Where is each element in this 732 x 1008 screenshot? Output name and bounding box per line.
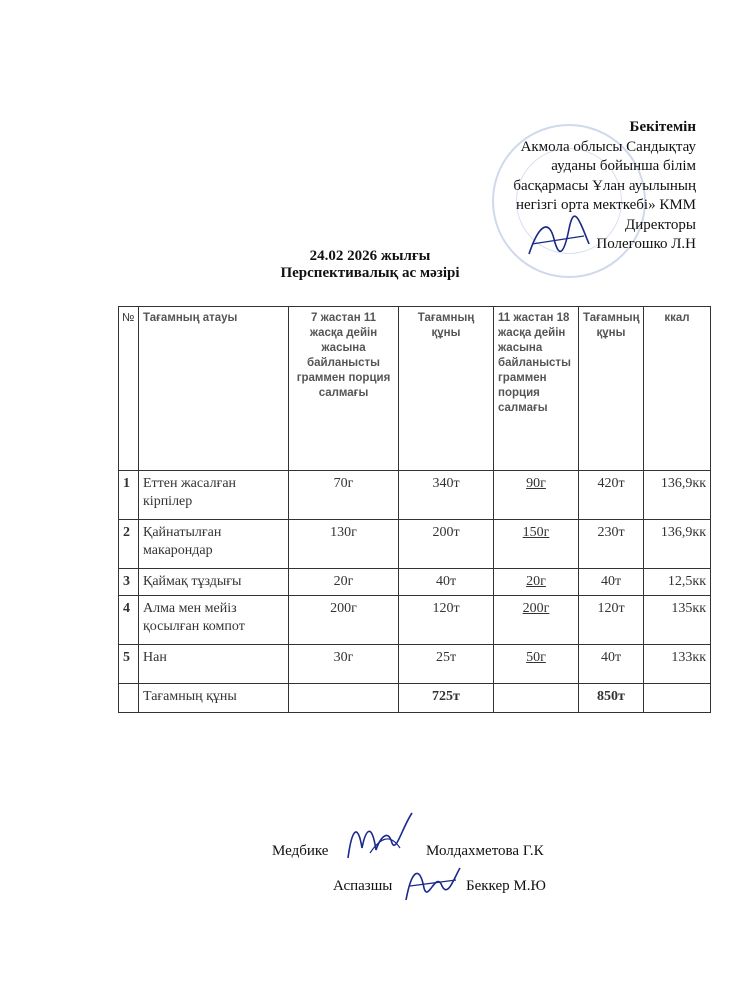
table-total-row (119, 684, 711, 713)
approval-line: басқармасы Ұлан ауылының (513, 177, 696, 194)
cook-name: Беккер М.Ю (466, 878, 546, 894)
row-name: Еттен жасалған кірпілер (139, 471, 289, 520)
approval-line: Акмола облысы Сандықтау (520, 138, 696, 155)
total-price-7-11: 725т (399, 684, 494, 713)
row-price-7-11: 200т (399, 520, 494, 569)
table-row (119, 520, 711, 569)
header-price-7-11: Тағамның құны (399, 307, 494, 471)
row-num: 3 (119, 569, 139, 596)
total-empty (494, 684, 579, 713)
header-kcal: ккал (644, 307, 711, 471)
row-price-11-18: 420т (579, 471, 644, 520)
header-portion-11-18: 11 жастан 18 жасқа дейін жасына байланысты граммен порция салмағы (494, 307, 579, 471)
row-num: 4 (119, 596, 139, 645)
row-portion-11-18: 150г (494, 520, 579, 569)
row-price-11-18: 40т (579, 645, 644, 684)
row-price-7-11: 25т (399, 645, 494, 684)
row-name: Қаймақ тұздығы (139, 569, 289, 596)
row-kcal: 12,5кк (644, 569, 711, 596)
row-kcal: 136,9кк (644, 520, 711, 569)
menu-title-block (220, 248, 520, 282)
director-signature (524, 214, 594, 264)
row-portion-7-11: 70г (289, 471, 399, 520)
table-row (119, 645, 711, 684)
row-portion-11-18: 200г (494, 596, 579, 645)
row-kcal: 135кк (644, 596, 711, 645)
header-name: Тағамның атауы (139, 307, 289, 471)
approval-line: Директоры (625, 216, 696, 233)
menu-title: Перспективалық ас мәзірі (280, 265, 460, 281)
table-header-row (119, 307, 711, 471)
row-price-7-11: 340т (399, 471, 494, 520)
table-row (119, 596, 711, 645)
total-empty (289, 684, 399, 713)
approval-heading: Бекітемін (629, 119, 696, 135)
header-portion-7-11: 7 жастан 11 жасқа дейін жасына байланысты граммен порция салмағы (289, 307, 399, 471)
approval-line: ауданы бойынша білім (551, 158, 696, 174)
nurse-role: Медбике (272, 843, 329, 859)
cook-role: Аспазшы (333, 878, 393, 894)
header-price-11-18: Тағамның құны (579, 307, 644, 471)
row-name: Нан (139, 645, 289, 684)
header-num: № (119, 307, 139, 471)
row-portion-7-11: 130г (289, 520, 399, 569)
total-num-empty (119, 684, 139, 713)
menu-date: 24.02 2026 жылғы (309, 248, 431, 264)
table-row (119, 569, 711, 596)
row-price-11-18: 40т (579, 569, 644, 596)
row-portion-7-11: 30г (289, 645, 399, 684)
row-portion-11-18: 50г (494, 645, 579, 684)
approval-line: негізгі орта мекткебі» КММ (515, 197, 696, 213)
total-price-11-18: 850т (579, 684, 644, 713)
table-row (119, 471, 711, 520)
row-price-7-11: 120т (399, 596, 494, 645)
row-price-7-11: 40т (399, 569, 494, 596)
total-empty (644, 684, 711, 713)
row-price-11-18: 120т (579, 596, 644, 645)
row-num: 1 (119, 471, 139, 520)
nurse-name: Молдахметова Г.К (426, 843, 544, 859)
row-name: Алма мен мейіз қосылған компот (139, 596, 289, 645)
row-num: 5 (119, 645, 139, 684)
row-kcal: 133кк (644, 645, 711, 684)
row-portion-11-18: 90г (494, 471, 579, 520)
row-kcal: 136,9кк (644, 471, 711, 520)
row-portion-7-11: 20г (289, 569, 399, 596)
total-label: Тағамның құны (139, 684, 289, 713)
director-name: Полегошко Л.Н (596, 236, 696, 252)
row-portion-11-18: 20г (494, 569, 579, 596)
row-price-11-18: 230т (579, 520, 644, 569)
row-num: 2 (119, 520, 139, 569)
row-portion-7-11: 200г (289, 596, 399, 645)
row-name: Қайнатылған макарондар (139, 520, 289, 569)
cook-signature (400, 858, 466, 908)
menu-table (118, 306, 711, 713)
